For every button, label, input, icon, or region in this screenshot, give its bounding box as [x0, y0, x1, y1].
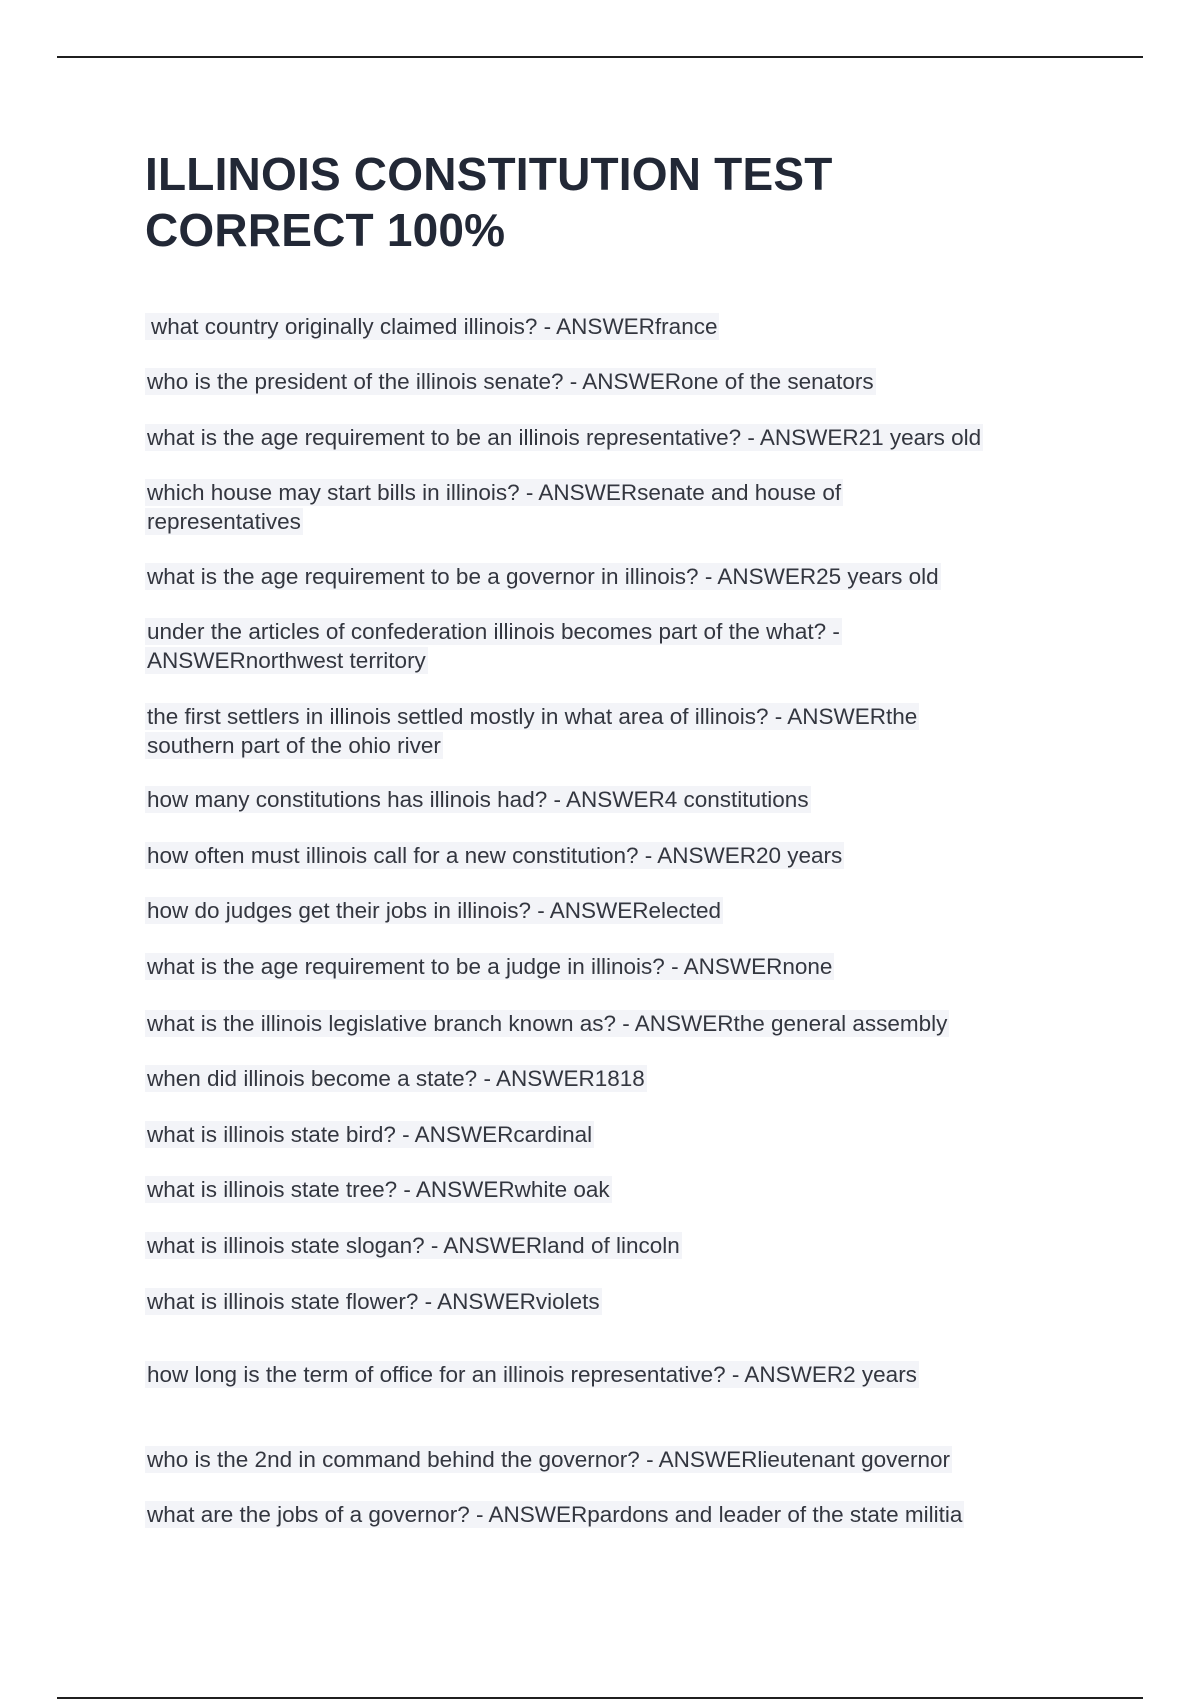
- qa-text: under the articles of confederation illinois becomes part of the what? - ANSWERnorthwest territory: [147, 619, 840, 673]
- qa-item: [145, 1120, 1095, 1149]
- qa-text: what is the age requirement to be a judge in illinois? - ANSWERnone: [147, 954, 833, 979]
- bottom-divider: [57, 1697, 1143, 1699]
- qa-text: how long is the term of office for an illinois representative? - ANSWER2 years: [147, 1362, 917, 1387]
- qa-text: what country originally claimed illinois? - ANSWERfrance: [145, 313, 719, 340]
- qa-text: what are the jobs of a governor? - ANSWERpardons and leader of the state militia: [147, 1502, 963, 1527]
- qa-item: [145, 562, 1095, 591]
- qa-item: [145, 1287, 1095, 1316]
- qa-item: [145, 312, 1095, 341]
- qa-text: which house may start bills in illinois? - ANSWERsenate and house of representatives: [147, 480, 842, 534]
- qa-text: who is the president of the illinois senate? - ANSWERone of the senators: [147, 369, 874, 394]
- qa-text: how often must illinois call for a new constitution? - ANSWER20 years: [147, 843, 843, 868]
- qa-item: [145, 617, 905, 675]
- qa-item: [145, 1064, 1095, 1093]
- qa-item: [145, 1009, 1095, 1038]
- qa-item: [145, 1500, 1095, 1529]
- qa-item: [145, 478, 905, 536]
- qa-item: [145, 423, 1095, 452]
- qa-text: the first settlers in illinois settled mostly in what area of illinois? - ANSWERthe southern part of the ohio river: [147, 704, 918, 758]
- qa-item: [145, 1445, 1095, 1474]
- qa-item: [145, 896, 1095, 925]
- qa-text: what is illinois state flower? - ANSWERviolets: [147, 1289, 600, 1314]
- qa-text: what is the age requirement to be a governor in illinois? - ANSWER25 years old: [147, 564, 939, 589]
- qa-item: [145, 367, 1095, 396]
- qa-text: what is illinois state tree? - ANSWERwhite oak: [147, 1177, 610, 1202]
- qa-item: [145, 702, 985, 760]
- qa-text: when did illinois become a state? - ANSWER1818: [147, 1066, 645, 1091]
- qa-item: [145, 1231, 1095, 1260]
- qa-text: who is the 2nd in command behind the governor? - ANSWERlieutenant governor: [147, 1447, 950, 1472]
- qa-item: [145, 952, 1095, 981]
- qa-item: [145, 785, 1095, 814]
- qa-item: [145, 1175, 1095, 1204]
- qa-text: how do judges get their jobs in illinois? - ANSWERelected: [147, 898, 722, 923]
- qa-text: what is illinois state slogan? - ANSWERland of lincoln: [147, 1233, 680, 1258]
- document-title: [145, 146, 1095, 258]
- qa-text: what is illinois state bird? - ANSWERcardinal: [147, 1122, 593, 1147]
- qa-text: how many constitutions has illinois had? - ANSWER4 constitutions: [147, 787, 809, 812]
- title-line-2: CORRECT 100%: [145, 204, 506, 256]
- top-divider: [57, 56, 1143, 58]
- title-line-1: ILLINOIS CONSTITUTION TEST: [145, 148, 833, 200]
- qa-text: what is the illinois legislative branch known as? - ANSWERthe general assembly: [147, 1011, 948, 1036]
- qa-item: [145, 1360, 1095, 1389]
- qa-text: what is the age requirement to be an illinois representative? - ANSWER21 years old: [147, 425, 982, 450]
- qa-item: [145, 841, 1095, 870]
